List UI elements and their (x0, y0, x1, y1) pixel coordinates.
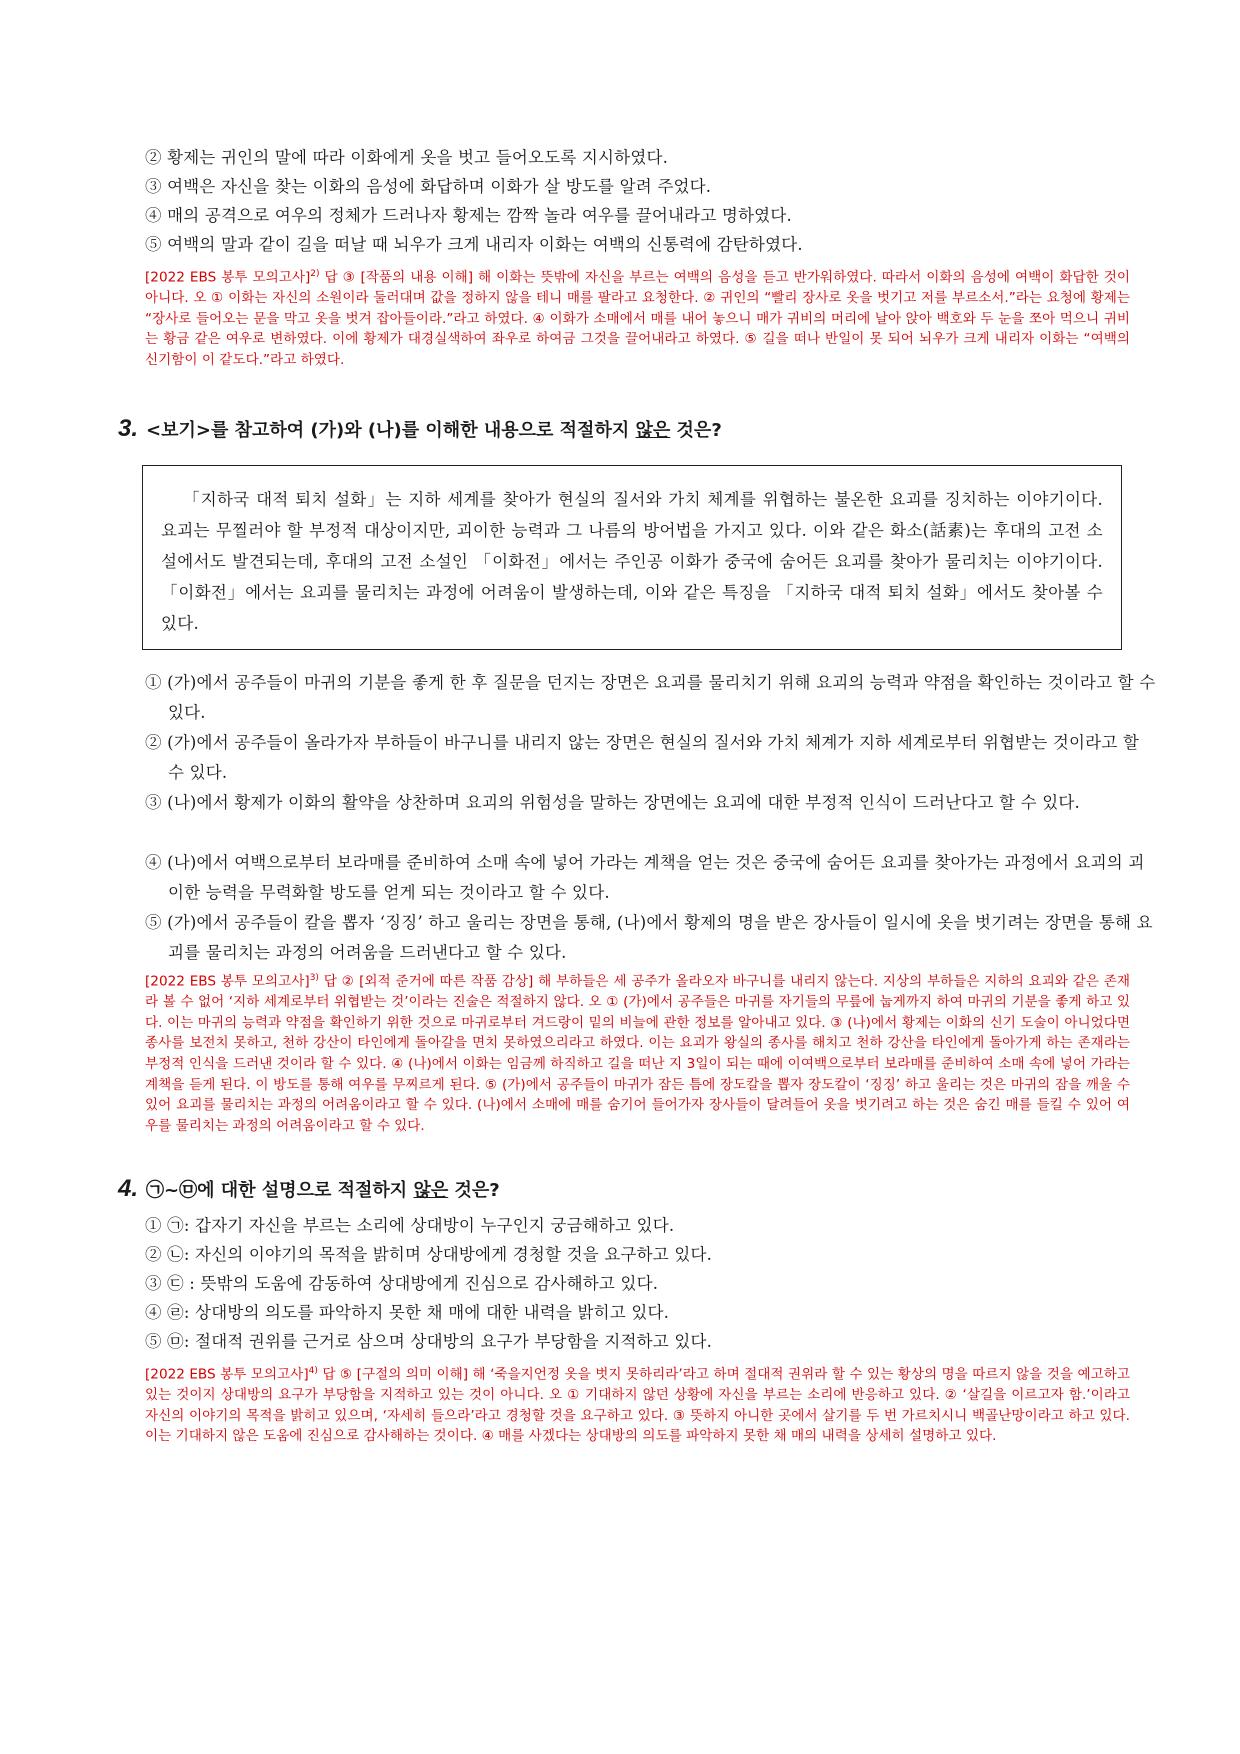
q3-title-post: 것은? (670, 420, 722, 441)
q2-expl-source: [2022 EBS 봉투 모의고사] (145, 269, 311, 286)
q3-option-5: ⑤ (가)에서 공주들이 칼을 뽑자 ‘징징’ 하고 울리는 장면을 통해, (나)에서 황제의 명을 받은 장사들이 일시에 옷을 벗기려는 장면을 통해 요괴를 물리치는 과정의 어려움을 드러낸다고 할 수 있다. (145, 913, 1153, 962)
q2-option-4: ④ 매의 공격으로 여우의 정체가 드러나자 황제는 깜짝 놀라 여우를 끌어내라고 명하였다. (145, 206, 792, 225)
q4-expl-source: [2022 EBS 봉투 모의고사] (145, 1366, 309, 1383)
q4-number: 4. (118, 1175, 139, 1202)
q2-expl-body: 답 ③ [작품의 내용 이해] 해 이화는 뜻밖에 자신을 부르는 여백의 음성을 듣고 반가워하였다. 따라서 이화의 음성에 여백이 화답한 것이 아니다. 오 ① 이화는 자신의 소원이라 둘러대며 값을 정하지 않을 테니 매를 팔라고 요청한다. ② 귀인의 “빨리 장사로 옷을 벗기고 저를 부르소서.”라는 요청에 황제는 “장사로 들어오는 문을 막고 옷을 벗겨 잡아들이라.”라고 하였다. ④ 이화가 소매에서 매를 내어 놓으니 매가 귀비의 머리에 날아 앉아 백호와 두 눈을 쪼아 먹으니 귀비는 황금 같은 여우로 변하였다. 이에 황제가 대경실색하여 좌우로 하여금 그것을 끌어내라고 하였다. ⑤ 길을 떠나 반일이 못 되어 뇌우가 크게 내리자 이화는 “여백의 신기함이 이 같도다.”라고 하였다. (145, 269, 1130, 368)
q4-option-4: ④ ㉣: 상대방의 의도를 파악하지 못한 채 매에 대한 내력을 밝히고 있다. (145, 1303, 670, 1322)
q3-expl-source: [2022 EBS 봉투 모의고사] (145, 973, 310, 990)
q4-title-pre: ㉠~㉤에 대한 설명으로 적절하지 (146, 1180, 414, 1201)
q3-expl-body: 답 ② [외적 준거에 따른 작품 감상] 해 부하들은 세 공주가 올라오자 바구니를 내리지 않는다. 지상의 부하들은 지하의 요괴와 같은 존재라 볼 수 없어 ‘지하 세계로부터 위협받는 것’이라는 진술은 적절하지 않다. 오 ① (가)에서 공주들은 마귀를 자기들의 무릎에 눕게까지 하여 마귀의 기분을 좋게 하고 있다. 이는 마귀의 능력과 약점을 확인하기 위한 것으로 마귀로부터 겨드랑이 밑의 비늘에 관한 정보를 알아내고 있다. ③ (나)에서 황제는 이화의 신기 도술이 아니었다면 종사를 보전치 못하고, 천하 강산이 타인에게 돌아갈을 면치 못하였으리라고 하였다. 이는 요괴가 왕실의 종사를 해치고 천하 강산을 타인에게 돌아가게 하는 존재라는 부정적 인식을 드러낸 것이라 할 수 있다. ④ (나)에서 이화는 임금께 하직하고 길을 떠난 지 3일이 되는 때에 이여백으로부터 보라매를 준비하여 소매 속에 넣어 가라는 계책을 듣게 된다. 이 방도를 통해 여우를 무찌르게 된다. ⑤ (가)에서 공주들이 마귀가 잠든 틈에 장도칼을 뽑자 장도칼이 ‘징징’ 하고 울리는 것은 마귀의 잠을 깨울 수 있어 요괴를 물리치는 과정의 어려움이라고 할 수 있다. (나)에서 소매에 매를 숨기어 들어가자 장사들이 달려들어 옷을 벗기려고 하는 것은 숨긴 매를 들킬 수 있어 여우를 물리치는 과정의 어려움이라고 할 수 있다. (145, 973, 1130, 1134)
q3-explanation (145, 968, 1130, 1136)
q3-title-pre: <보기>를 참고하여 (가)와 (나)를 이해한 내용으로 적절하지 (146, 420, 636, 441)
q2-option-5: ⑤ 여백의 말과 같이 길을 떠날 때 뇌우가 크게 내리자 이화는 여백의 신통력에 감탄하였다. (145, 235, 803, 254)
q3-title-underlined: 않은 (635, 420, 671, 441)
bogi-text: 「지하국 대적 퇴치 설화」는 지하 세계를 찾아가 현실의 질서와 가치 체계를 위협하는 불온한 요괴를 징치하는 이야기이다. 요괴는 무찔러야 할 부정적 대상이지만, 괴이한 능력과 그 나름의 방어법을 가지고 있다. 이와 같은 화소(話素)는 후대의 고전 소설에서도 발견되는데, 후대의 고전 소설인 「이화전」에서는 주인공 이화가 중국에 숨어든 요괴를 찾아가 물리치는 이야기이다. 「이화전」에서는 요괴를 물리치는 과정에 어려움이 발생하는데, 이와 같은 특징을 「지하국 대적 퇴치 설화」에서도 찾아볼 수 있다. (161, 490, 1103, 633)
q2-explanation (145, 264, 1130, 371)
q4-title-post: 것은? (448, 1180, 500, 1201)
q3-option-4: ④ (나)에서 여백으로부터 보라매를 준비하여 소매 속에 넣어 가라는 계책을 얻는 것은 중국에 숨어든 요괴를 찾아가는 과정에서 요괴의 괴이한 능력을 무력화할 방도를 얻게 되는 것이라고 할 수 있다. (145, 853, 1145, 902)
q3-option-1: ① (가)에서 공주들이 마귀의 기분을 좋게 한 후 질문을 던지는 장면은 요괴를 물리치기 위해 요괴의 능력과 약점을 확인하는 것이라고 할 수 있다. (145, 673, 1156, 722)
q4-title-underlined: 않은 (413, 1180, 449, 1201)
q4-expl-footnote: 4) (308, 1366, 318, 1376)
q3-number: 3. (118, 415, 139, 442)
q3-option-2: ② (가)에서 공주들이 올라가자 부하들이 바구니를 내리지 않는 장면은 현실의 질서와 가치 체계가 지하 세계로부터 위협받는 것이라고 할 수 있다. (145, 733, 1140, 782)
q4-option-1: ① ㉠: 갑자기 자신을 부르는 소리에 상대방이 누구인지 궁금해하고 있다. (145, 1216, 675, 1235)
bogi-box (142, 465, 1122, 650)
q4-option-3: ③ ㉢ : 뜻밖의 도움에 감동하여 상대방에게 진심으로 감사해하고 있다. (145, 1274, 659, 1293)
q4-option-2: ② ㉡: 자신의 이야기의 목적을 밝히며 상대방에게 경청할 것을 요구하고 있다. (145, 1245, 713, 1264)
q3-option-3: ③ (나)에서 황제가 이화의 활약을 상찬하며 요괴의 위험성을 말하는 장면에는 요괴에 대한 부정적 인식이 드러난다고 할 수 있다. (145, 793, 1080, 812)
q4-heading (118, 1175, 500, 1203)
q2-expl-footnote: 2) (310, 269, 320, 279)
q2-option-2: ② 황제는 귀인의 말에 따라 이화에게 옷을 벗고 들어오도록 지시하였다. (145, 148, 669, 167)
q2-option-3: ③ 여백은 자신을 찾는 이화의 음성에 화답하며 이화가 살 방도를 알려 주었다. (145, 177, 712, 196)
q3-expl-footnote: 3) (309, 973, 319, 983)
q4-option-5: ⑤ ㉤: 절대적 권위를 근거로 삼으며 상대방의 요구가 부당함을 지적하고 있다. (145, 1332, 713, 1351)
q4-expl-body: 답 ⑤ [구절의 의미 이해] 해 ‘죽을지언정 옷을 벗지 못하리라’라고 하며 절대적 권위라 할 수 있는 황상의 명을 따르지 않을 것을 예고하고 있는 것이지 상대방의 요구가 부당함을 지적하고 있는 것이 아니다. 오 ① 기대하지 않던 상황에 자신을 부르는 소리에 반응하고 있다. ② ‘살길을 이르고자 함.’이라고 자신의 이야기의 목적을 밝히고 있으며, ‘자세히 들으라’라고 경청할 것을 요구하고 있다. ③ 뜻하지 아니한 곳에서 살기를 두 번 가르치시니 백골난망이라고 하고 있다. 이는 기대하지 않은 도움에 진심으로 감사해하는 것이다. ④ 매를 사겠다는 상대방의 의도를 파악하지 못한 채 매의 내력을 상세히 설명하고 있다. (145, 1366, 1130, 1445)
q4-explanation (145, 1361, 1130, 1447)
q3-heading (118, 415, 722, 443)
